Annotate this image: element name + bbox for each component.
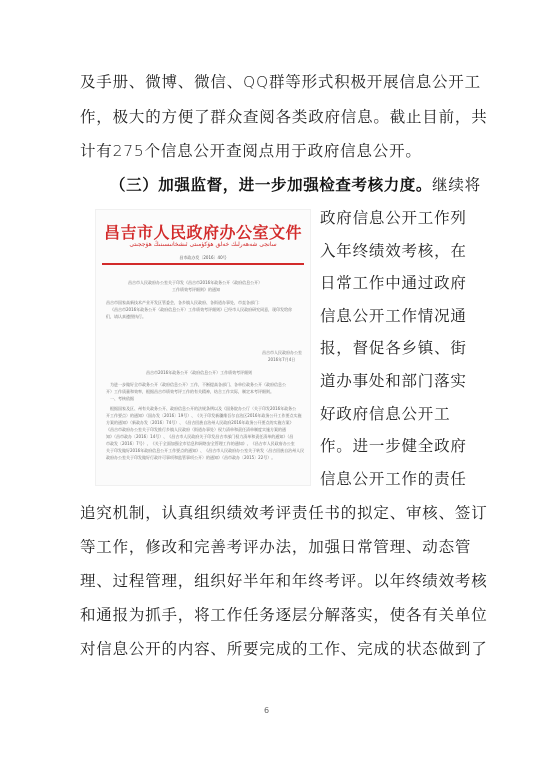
side-line-7: 好政府信息公开工 xyxy=(320,405,451,423)
body-line-2: 作，极大的方便了群众查阅各类政府信息。截止目前，共 xyxy=(80,108,488,126)
doc-para-7: 《昌吉市政府办公室关于印发推行乡镇人民政府（街道办事处）权力清单和责任清单制度实施方案的通 xyxy=(106,427,286,432)
doc-body-1: 《昌吉市2016年政务公开（政府信息公开）工作绩效考评细则》已经市人民政府研究同意，现印发给你 xyxy=(110,307,293,312)
doc-para-6: 方案的通知》（新政办发〔2016〕74号）、《昌吉回族自治州人民政府2016年政务公开要点的实施方案》 xyxy=(106,420,294,425)
doc-para-4: 根据国家及区、州有关政务公开、政府信息公开的法规条例以及《国务院办公厅〈关于印发2016年政务公 xyxy=(110,406,297,411)
page-number: 6 xyxy=(263,706,270,715)
body-line-6: 理、过程管理，组织好半年和年终考评。以年终绩效考核 xyxy=(80,572,488,590)
doc-addressees: 昌吉市国家高新技术产业开发区管委会，各乡镇人民政府、各街道办事处，市直各部门： xyxy=(106,300,262,305)
side-line-3: 日常工作中通过政府 xyxy=(320,274,467,292)
doc-number: 昌市政办发〔2016〕40号 xyxy=(179,255,227,260)
body-line-3: 计有275个信息公开查阅点用于政府信息公开。 xyxy=(80,142,422,160)
side-line-8: 作。进一步健全政府 xyxy=(320,437,467,455)
doc-uyghur-title: سانجى شەھەرلىك خەلق ھۆكۈمىتى ئىشخانىسىنىڭ ھۆججىتى xyxy=(129,241,277,248)
doc-para-10: 关于印发做好2016年政府信息公开工作要点的通知》、《昌吉市人民政府办公室关于转发〈昌吉回族自治州人民 xyxy=(106,448,305,453)
section-heading-line xyxy=(110,175,481,195)
doc-para-2: 开）工作质量和效率，根据昌吉市绩效考评工作的有关精神，结合工作实际，制定本考评细则。 xyxy=(106,389,274,394)
side-line-6: 道办事处和部门落实 xyxy=(320,372,467,390)
side-line-5: 报，督促各乡镇、街 xyxy=(320,339,467,357)
doc-para-1: 为进一步做好全市政务公开（政府信息公开）工作，不断提高各部门、各单位政务公开（政府信息公 xyxy=(110,382,286,387)
doc-title: 昌吉市人民政府办公室文件 xyxy=(103,223,302,242)
doc-para-9: 市政发〔2016〕7号）、《关于全面加强全市信息和网络安全管理工作的通知》、《昌吉市人民政府办公室 xyxy=(106,441,295,446)
section-heading: （三）加强监督，进一步加强检查考核力度。 xyxy=(110,176,433,194)
doc-para-8: 知》（昌市政办〔2016〕14号）、《昌吉市人民政府关于印发昌吉市部门权力清单和责任清单的通知》（昌 xyxy=(106,434,294,439)
doc-signature: 昌吉市人民政府办公室 xyxy=(262,350,302,355)
body-line-5: 等工作，修改和完善考评办法，加强日常管理、动态管 xyxy=(80,538,472,556)
doc-notice-title-1: 昌吉市人民政府办公室关于印发《昌吉市2016年政务公开（政府信息公开） xyxy=(128,280,263,285)
section-heading-tail: 继续将 xyxy=(432,176,481,194)
body-line-1: 及手册、微博、微信、QQ群等形式积极开展信息公开工 xyxy=(80,73,481,91)
doc-red-rule xyxy=(102,263,304,265)
side-line-1: 政府信息公开工作列 xyxy=(320,209,467,227)
side-line-2: 入年终绩效考核，在 xyxy=(320,242,467,260)
side-line-9: 信息公开工作的责任 xyxy=(320,470,467,488)
doc-sign-date: 2016年7月4日 xyxy=(268,357,296,362)
body-line-4: 追究机制，认真组织绩效考评责任书的拟定、审核、签订 xyxy=(80,504,488,522)
doc-para-11: 政府办公室关于印发做好行政许可事项和监管事项公开〉的通知》（昌市政办〔2015〕22号）。 xyxy=(106,455,276,460)
doc-para-3: 一、考核依据 xyxy=(110,396,134,401)
side-line-4: 信息公开工作情况通 xyxy=(320,307,467,325)
doc-notice-title-2: 工作绩效考评细则》的通知 xyxy=(172,287,220,292)
doc-para-5: 开工作要点〉的通知》（国办发〔2016〕19号）、《关于印发新疆维吾尔自治区2016年政务公开工作要点实施 xyxy=(106,413,302,418)
body-line-7: 和通报为抓手，将工作任务逐层分解落实，使各有关单位 xyxy=(80,606,488,624)
doc-rules-title: 昌吉市2016年政务公开（政府信息公开）工作绩效考评细则 xyxy=(146,370,253,375)
body-line-8: 对信息公开的内容、所要完成的工作、完成的状态做到了 xyxy=(80,640,488,658)
embedded-document-image xyxy=(96,210,310,485)
doc-body-2: 们，请认真遵照执行。 xyxy=(106,314,146,319)
